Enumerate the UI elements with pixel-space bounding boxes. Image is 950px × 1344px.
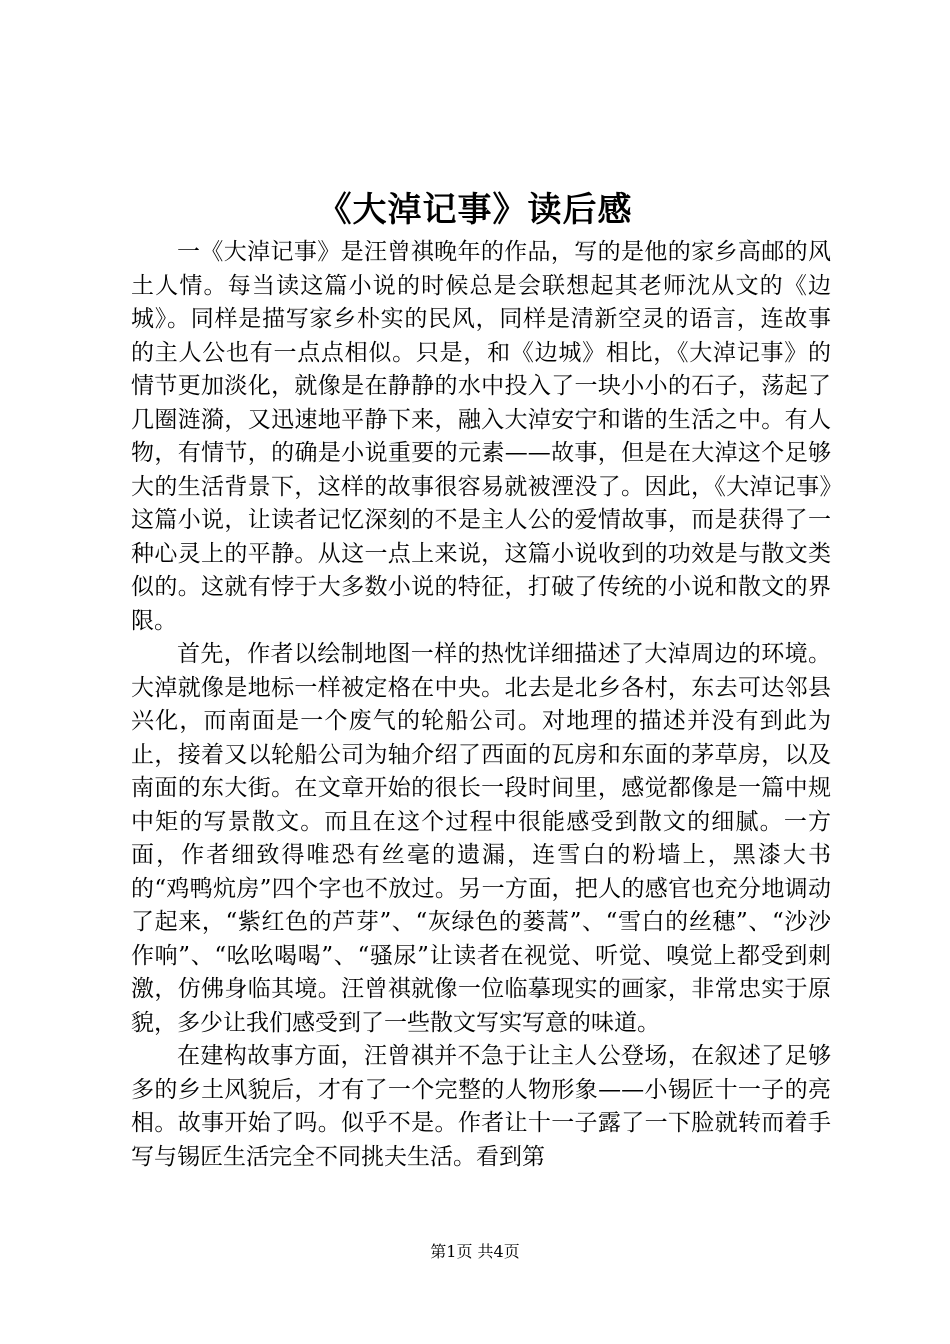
paragraph-3: 在建构故事方面，汪曾祺并不急于让主人公登场，在叙述了足够多的乡土风貌后，才有了一个完整的人物形象——小锡匠十一子的亮相。故事开始了吗。似乎不是。作者让十一子露了一下脸就转而着手写与锡匠生活完全不同挑夫生活。看到第 <box>131 1043 831 1170</box>
document-body <box>131 236 831 1174</box>
document-title: 《大淖记事》读后感 <box>317 190 633 230</box>
page-number: 第1页 共4页 <box>430 1242 520 1261</box>
paragraph-2: 首先，作者以绘制地图一样的热忱详细描述了大淖周边的环境。大淖就像是地标一样被定格在中央。北去是北乡各村，东去可达邻县兴化，而南面是一个废气的轮船公司。对地理的描述并没有到此为止，接着又以轮船公司为轴介绍了西面的瓦房和东面的茅草房，以及南面的东大街。在文章开始的很长一段时间里，感觉都像是一篇中规中矩的写景散文。而且在这个过程中很能感受到散文的细腻。一方面，作者细致得唯恐有丝毫的遗漏，连雪白的粉墙上，黑漆大书的“鸡鸭炕房”四个字也不放过。另一方面，把人的感官也充分地调动了起来，“紫红色的芦芽”、“灰绿色的蒌蒿”、“雪白的丝穗”、“沙沙作响”、“吆吆喝喝”、“骚尿”让读者在视觉、听觉、嗅觉上都受到刺激，仿佛身临其境。汪曾祺就像一位临摹现实的画家，非常忠实于原貌，多少让我们感受到了一些散文写实写意的味道。 <box>131 641 831 1036</box>
page-footer <box>0 1241 950 1263</box>
paragraph-1: 一《大淖记事》是汪曾祺晚年的作品，写的是他的家乡高邮的风土人情。每当读这篇小说的时候总是会联想起其老师沈从文的《边城》。同样是描写家乡朴实的民风，同样是清新空灵的语言，连故事的主人公也有一点点相似。只是，和《边城》相比，《大淖记事》的情节更加淡化，就像是在静静的水中投入了一块小小的石子，荡起了几圈涟漪，又迅速地平静下来，融入大淖安宁和谐的生活之中。有人物，有情节，的确是小说重要的元素——故事，但是在大淖这个足够大的生活背景下，这样的故事很容易就被湮没了。因此，《大淖记事》这篇小说，让读者记忆深刻的不是主人公的爱情故事，而是获得了一种心灵上的平静。从这一点上来说，这篇小说收到的功效是与散文类似的。这就有悖于大多数小说的特征，打破了传统的小说和散文的界限。 <box>131 239 831 634</box>
